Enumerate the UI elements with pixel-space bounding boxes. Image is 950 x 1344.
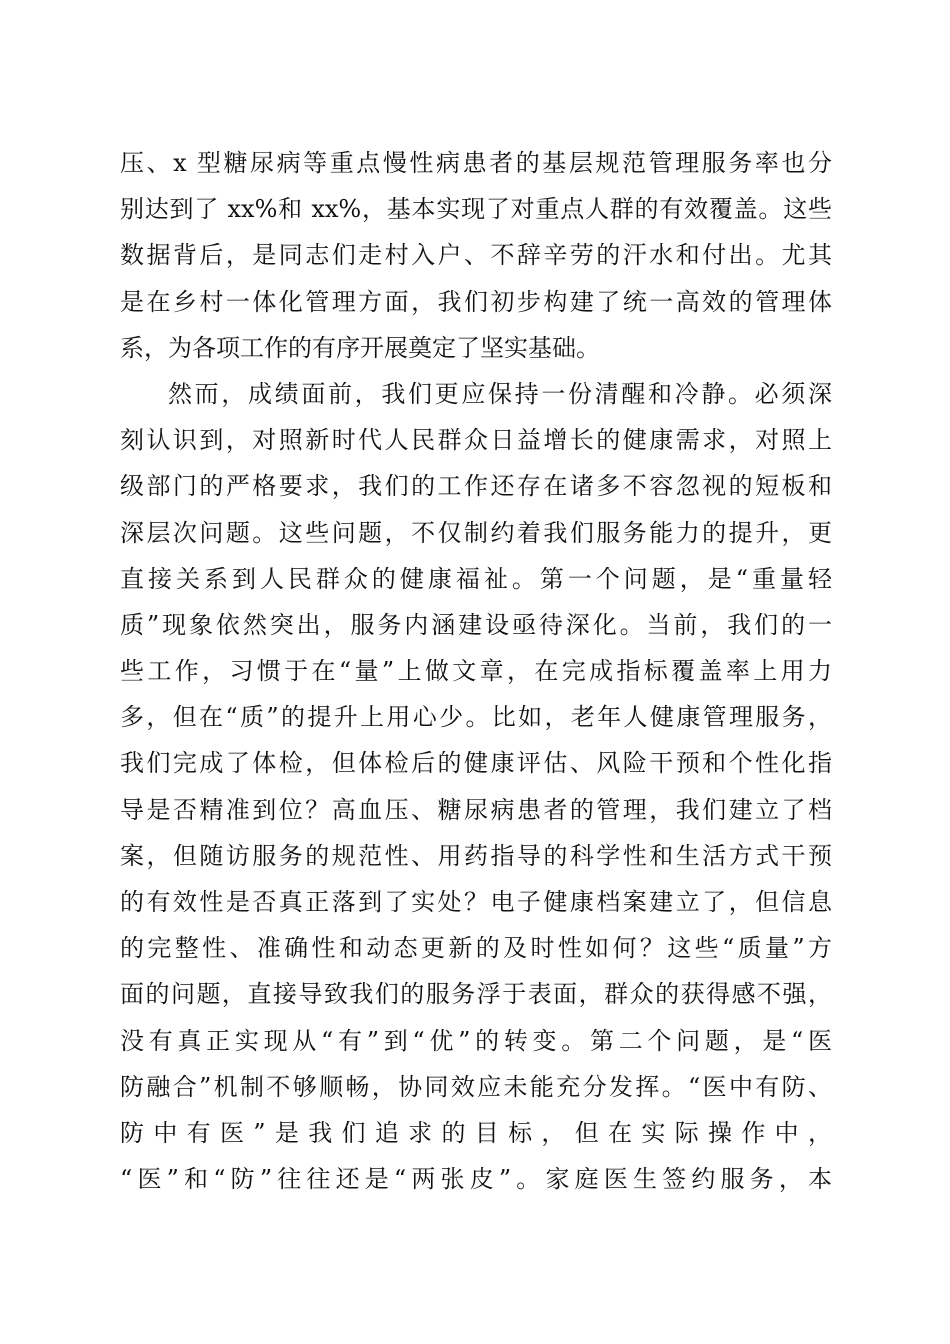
text-line: 级部门的严格要求，我们的工作还存在诸多不容忽视的短板和 [120, 472, 832, 501]
text-line: 多，但在“质”的提升上用心少。比如，老年人健康管理服务， [120, 703, 832, 732]
text-line: 防中有医”是我们追求的目标，但在实际操作中， [120, 1118, 832, 1147]
text-line: 刻认识到，对照新时代人民群众日益增长的健康需求，对照上 [120, 426, 832, 455]
text-line: 些工作，习惯于在“量”上做文章，在完成指标覆盖率上用力 [120, 657, 832, 686]
text-line: 的有效性是否真正落到了实处？电子健康档案建立了，但信息 [120, 888, 832, 916]
paragraph-2 [120, 371, 832, 1202]
text-line: 是在乡村一体化管理方面，我们初步构建了统一高效的管理体 [120, 287, 832, 316]
text-line: “医”和“防”往往还是“两张皮”。家庭医生签约服务，本 [120, 1165, 832, 1194]
text-line: 别达到了 xx%和 xx%，基本实现了对重点人群的有效覆盖。这些 [120, 195, 832, 224]
text-line: 直接关系到人民群众的健康福祉。第一个问题，是“重量轻 [120, 564, 832, 593]
text-line: 防融合”机制不够顺畅，协同效应未能充分发挥。“医中有防、 [120, 1072, 832, 1101]
text-line: 我们完成了体检，但体检后的健康评估、风险干预和个性化指 [120, 749, 832, 778]
body-text [120, 140, 832, 1202]
text-line: 然而，成绩面前，我们更应保持一份清醒和冷静。必须深 [168, 379, 832, 408]
text-line: 质”现象依然突出，服务内涵建设亟待深化。当前，我们的一 [120, 610, 832, 639]
text-line: 深层次问题。这些问题，不仅制约着我们服务能力的提升，更 [120, 518, 832, 547]
text-line: 没有真正实现从“有”到“优”的转变。第二个问题，是“医 [120, 1026, 832, 1055]
text-line: 系，为各项工作的有序开展奠定了坚实基础。 [120, 333, 600, 362]
text-line: 压、x 型糖尿病等重点慢性病患者的基层规范管理服务率也分 [120, 149, 832, 177]
text-line: 导是否精准到位？高血压、糖尿病患者的管理，我们建立了档 [120, 795, 832, 824]
text-line: 案，但随访服务的规范性、用药指导的科学性和生活方式干预 [120, 841, 832, 870]
text-line: 的完整性、准确性和动态更新的及时性如何？这些“质量”方 [120, 934, 832, 963]
text-line: 数据背后，是同志们走村入户、不辞辛劳的汗水和付出。尤其 [120, 241, 832, 270]
paragraph-1 [120, 140, 832, 371]
text-line: 面的问题，直接导致我们的服务浮于表面，群众的获得感不强， [120, 980, 832, 1009]
